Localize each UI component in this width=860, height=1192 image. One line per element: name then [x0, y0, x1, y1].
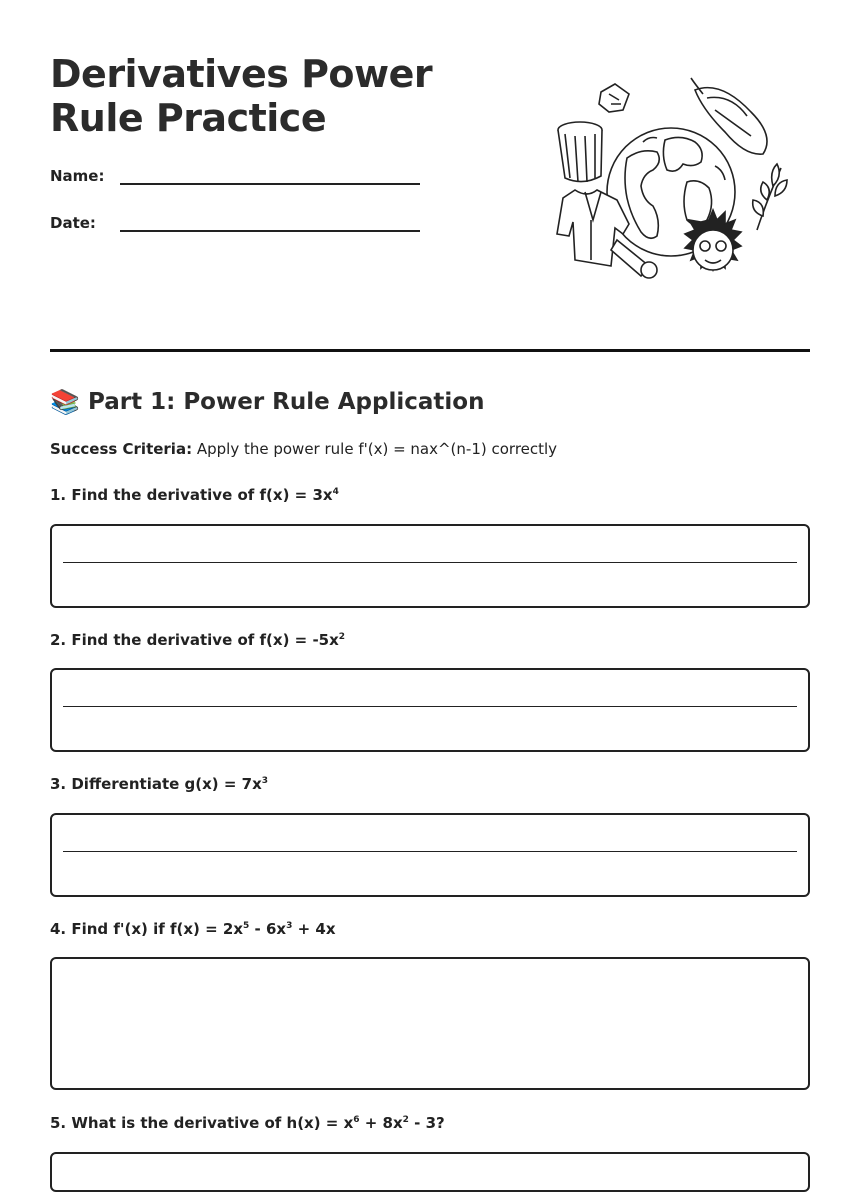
- criteria-text: Apply the power rule f'(x) = nax^(n-1) correctly: [192, 440, 558, 458]
- section-divider: [50, 349, 810, 352]
- answer-line: [63, 706, 797, 707]
- date-field[interactable]: [50, 212, 420, 232]
- question-4: 4. Find f'(x) if $f(x) = 2x^5 - 6x^3 + 4x$: [50, 920, 336, 938]
- answer-box-1[interactable]: [50, 524, 810, 608]
- answer-box-3[interactable]: [50, 813, 810, 897]
- date-line[interactable]: [120, 212, 420, 232]
- drum-icon: [558, 122, 602, 182]
- question-2: 2. Find the derivative of $f(x) = -5x^2$: [50, 631, 346, 649]
- name-field[interactable]: [50, 165, 420, 185]
- answer-line: [63, 562, 797, 563]
- question-5: 5. What is the derivative of $h(x) = x^6 + 8x^2 - 3$?: [50, 1114, 445, 1132]
- answer-box-2[interactable]: [50, 668, 810, 752]
- criteria-label: Success Criteria:: [50, 440, 193, 458]
- world-culture-illustration: [545, 70, 795, 285]
- section-title-part1: [50, 388, 484, 416]
- section-title-text: Part 1: Power Rule Application: [88, 389, 485, 415]
- question-3: 3. Differentiate $g(x) = 7x^3$: [50, 775, 269, 793]
- leaves-icon: [753, 164, 787, 230]
- date-label: Date:: [50, 214, 96, 232]
- answer-box-5[interactable]: [50, 1152, 810, 1192]
- name-line[interactable]: [120, 165, 420, 185]
- hat-icon: [599, 84, 629, 112]
- worksheet-title: Derivatives Power Rule Practice: [50, 52, 433, 140]
- answer-line: [63, 851, 797, 852]
- answer-box-4[interactable]: [50, 957, 810, 1090]
- books-icon: 📚: [50, 388, 80, 416]
- question-1: 1. Find the derivative of $f(x) = 3x^4$: [50, 486, 339, 504]
- name-label: Name:: [50, 167, 105, 185]
- success-criteria: [50, 440, 557, 458]
